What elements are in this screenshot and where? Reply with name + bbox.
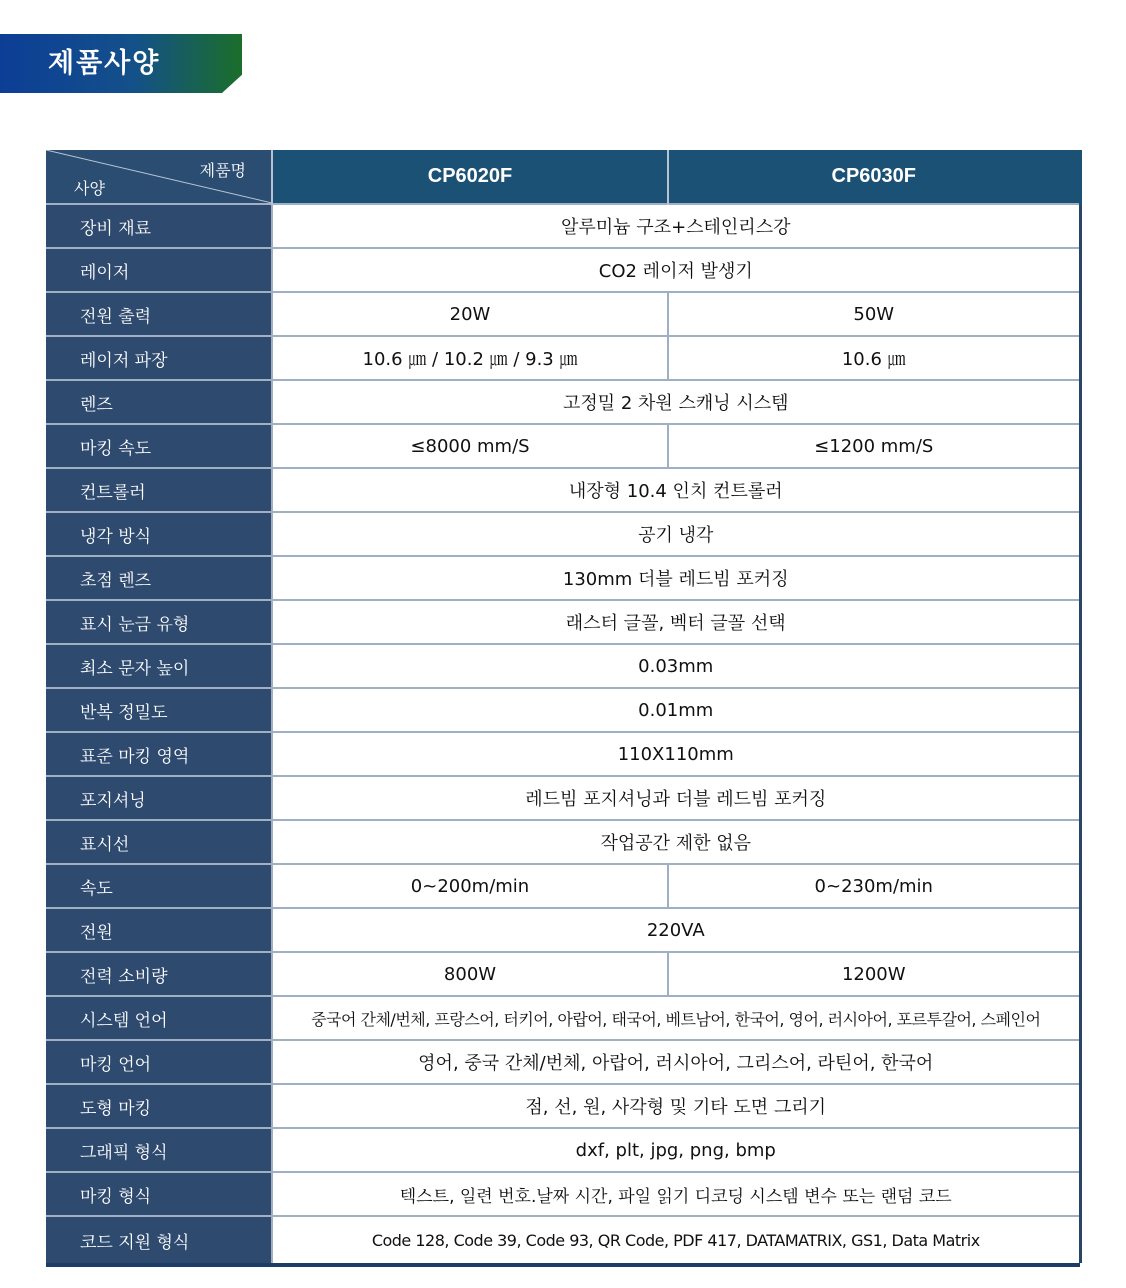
spec-label-cell: 표시 눈금 유형: [46, 600, 272, 644]
spec-value-cell-shared: 작업공간 제한 없음: [272, 820, 1080, 864]
spec-value-cell-shared: 0.01mm: [272, 688, 1080, 732]
spec-label-cell: 초점 렌즈: [46, 556, 272, 600]
spec-value-cell-cp6020f: ≤8000 mm/S: [272, 424, 668, 468]
spec-value-cell-shared: 내장형 10.4 인치 컨트롤러: [272, 468, 1080, 512]
table-row: [46, 1084, 1080, 1128]
table-row: [46, 908, 1080, 952]
spec-value-cell-cp6030f: 1200W: [668, 952, 1080, 996]
spec-label-cell: 레이저 파장: [46, 336, 272, 380]
spec-label-cell: 냉각 방식: [46, 512, 272, 556]
spec-label-cell: 표시선: [46, 820, 272, 864]
table-bottom-edge: [46, 1263, 1080, 1267]
spec-label-cell: 속도: [46, 864, 272, 908]
spec-label-cell: 코드 지원 형식: [46, 1216, 272, 1263]
spec-label-cell: 컨트롤러: [46, 468, 272, 512]
spec-value-cell-shared: dxf, plt, jpg, png, bmp: [272, 1128, 1080, 1172]
table-row: [46, 952, 1080, 996]
spec-label-cell: 마킹 속도: [46, 424, 272, 468]
table-row: [46, 512, 1080, 556]
spec-label-cell: 렌즈: [46, 380, 272, 424]
spec-label-cell: 전력 소비량: [46, 952, 272, 996]
table-row: [46, 1128, 1080, 1172]
spec-label-cell: 도형 마킹: [46, 1084, 272, 1128]
spec-value-cell-shared: 0.03mm: [272, 644, 1080, 688]
header-corner-cell: [46, 150, 272, 204]
table-row: [46, 248, 1080, 292]
table-row: [46, 864, 1080, 908]
spec-value-cell-shared: 고정밀 2 차원 스캐닝 시스템: [272, 380, 1080, 424]
page-title: 제품사양: [48, 48, 161, 79]
spec-label-cell: 마킹 형식: [46, 1172, 272, 1216]
spec-label-cell: 표준 마킹 영역: [46, 732, 272, 776]
table-row: [46, 336, 1080, 380]
spec-label-cell: 장비 재료: [46, 204, 272, 248]
spec-value-cell-cp6020f: 20W: [272, 292, 668, 336]
table-row: [46, 424, 1080, 468]
table-row: [46, 1172, 1080, 1216]
spec-label-cell: 시스템 언어: [46, 996, 272, 1040]
spec-label-cell: 전원: [46, 908, 272, 952]
corner-label-spec: 사양: [74, 181, 105, 198]
table-row: [46, 1040, 1080, 1084]
spec-value-cell-shared: 알루미늄 구조+스테인리스강: [272, 204, 1080, 248]
table-row: [46, 820, 1080, 864]
spec-value-cell-shared: Code 128, Code 39, Code 93, QR Code, PDF 417, DATAMATRIX, GS1, Data Matrix: [272, 1216, 1080, 1263]
spec-value-cell-shared: CO2 레이저 발생기: [272, 248, 1080, 292]
spec-value-cell-shared: 영어, 중국 간체/번체, 아랍어, 러시아어, 그리스어, 라틴어, 한국어: [272, 1040, 1080, 1084]
table-row: [46, 600, 1080, 644]
table-row: [46, 380, 1080, 424]
table-row: [46, 204, 1080, 248]
spec-table-wrapper: [46, 150, 1080, 1267]
spec-value-cell-shared: 래스터 글꼴, 벡터 글꼴 선택: [272, 600, 1080, 644]
table-row: [46, 732, 1080, 776]
spec-value-cell-cp6030f: 10.6 ㎛: [668, 336, 1080, 380]
model-header-cp6030f: CP6030F: [668, 150, 1080, 204]
spec-table: [46, 150, 1082, 1263]
spec-value-cell-shared: 점, 선, 원, 사각형 및 기타 도면 그리기: [272, 1084, 1080, 1128]
table-row: [46, 556, 1080, 600]
spec-value-cell-cp6020f: 10.6 ㎛ / 10.2 ㎛ / 9.3 ㎛: [272, 336, 668, 380]
spec-label-cell: 반복 정밀도: [46, 688, 272, 732]
table-row: [46, 996, 1080, 1040]
spec-label-cell: 레이저: [46, 248, 272, 292]
corner-label-product: 제품명: [199, 163, 246, 180]
spec-label-cell: 포지셔닝: [46, 776, 272, 820]
spec-label-cell: 전원 출력: [46, 292, 272, 336]
spec-value-cell-shared: 텍스트, 일련 번호.날짜 시간, 파일 읽기 디코딩 시스템 변수 또는 랜덤 코드: [272, 1172, 1080, 1216]
spec-value-cell-shared: 공기 냉각: [272, 512, 1080, 556]
table-row: [46, 292, 1080, 336]
table-row: [46, 1216, 1080, 1263]
spec-value-cell-shared: 130mm 더블 레드빔 포커징: [272, 556, 1080, 600]
model-header-cp6020f: CP6020F: [272, 150, 668, 204]
table-row: [46, 468, 1080, 512]
spec-label-cell: 최소 문자 높이: [46, 644, 272, 688]
spec-label-cell: 마킹 언어: [46, 1040, 272, 1084]
table-header-row: [46, 150, 1080, 204]
spec-value-cell-shared: 레드빔 포지셔닝과 더블 레드빔 포커징: [272, 776, 1080, 820]
spec-value-cell-shared: 중국어 간체/번체, 프랑스어, 터키어, 아랍어, 태국어, 베트남어, 한국어, 영어, 러시아어, 포르투갈어, 스페인어: [272, 996, 1080, 1040]
spec-value-cell-cp6020f: 800W: [272, 952, 668, 996]
spec-value-cell-cp6030f: 50W: [668, 292, 1080, 336]
spec-value-cell-cp6030f: 0~230m/min: [668, 864, 1080, 908]
table-row: [46, 776, 1080, 820]
spec-value-cell-shared: 110X110mm: [272, 732, 1080, 776]
table-row: [46, 644, 1080, 688]
table-row: [46, 688, 1080, 732]
spec-value-cell-shared: 220VA: [272, 908, 1080, 952]
spec-table-body: [46, 204, 1080, 1263]
spec-value-cell-cp6030f: ≤1200 mm/S: [668, 424, 1080, 468]
spec-value-cell-cp6020f: 0~200m/min: [272, 864, 668, 908]
spec-label-cell: 그래픽 형식: [46, 1128, 272, 1172]
